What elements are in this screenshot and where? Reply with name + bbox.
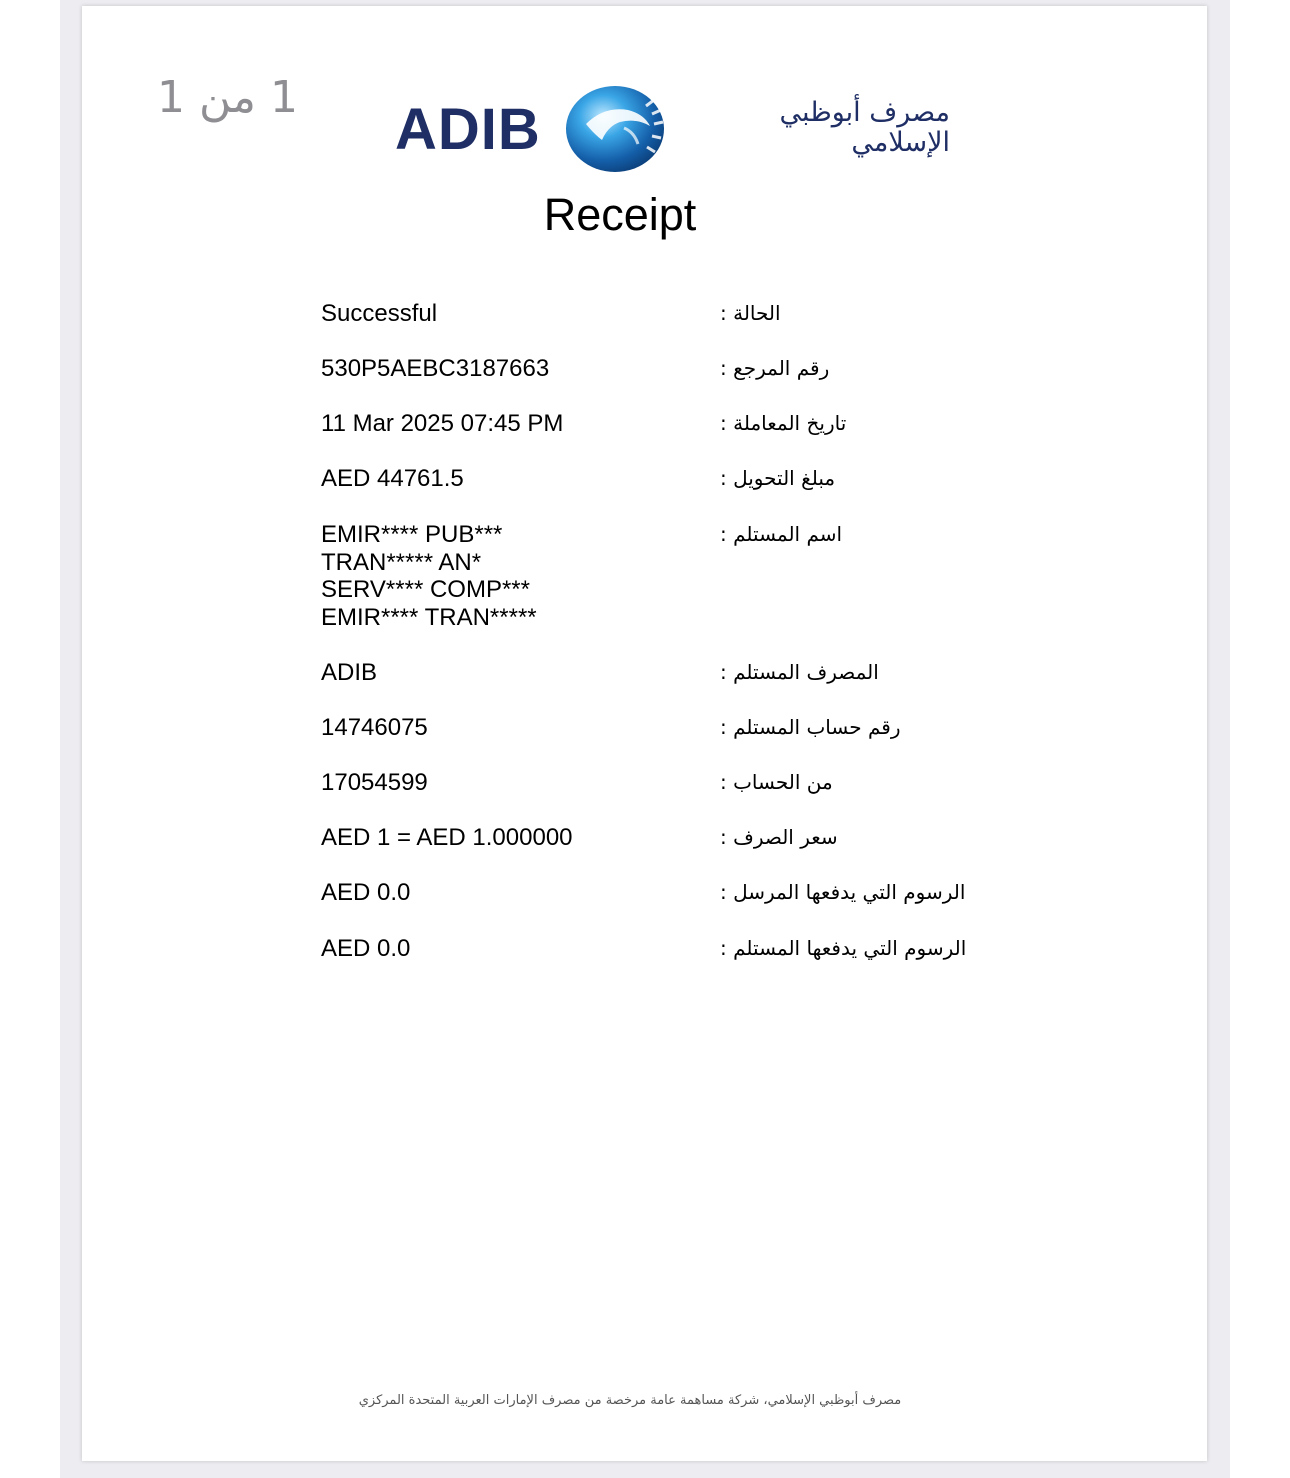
beneficiary-value [321,521,711,631]
beneficiary-line: EMIR**** TRAN***** [321,603,537,631]
bank-value: ADIB [321,659,378,686]
date-value: 11 Mar 2025 07:45 PM [321,410,564,437]
amount-value: AED 44761.5 [321,465,464,492]
from-account-value: 17054599 [321,769,428,796]
logo-ar-line1: مصرف أبوظبي [779,97,950,128]
globe-logo-icon [564,84,666,174]
logo-ar-line2: الإسلامي [851,127,950,158]
beneficiary-line: TRAN***** AN* [321,548,482,576]
receiver-fees-value: AED 0.0 [321,935,411,962]
status-value: Successful [321,300,438,327]
page-indicator: 1 من 1 [156,72,298,123]
rate-value: AED 1 = AED 1.000000 [321,824,573,851]
reference-value: 530P5AEBC3187663 [321,355,550,382]
beneficiary-line: SERV**** COMP*** [321,576,530,603]
logo-text-ar [688,98,950,160]
sender-fees-value: AED 0.0 [321,879,411,906]
logo-text-en: ADIB [395,97,541,162]
account-value: 14746075 [321,714,428,741]
beneficiary-line: EMIR**** PUB*** [321,521,503,548]
receipt-title: Receipt [543,189,697,240]
footer-disclaimer: مصرف أبوظبي الإسلامي، شركة مساهمة عامة مرخصة من مصرف الإمارات العربية المتحدة المركزي [358,1393,902,1408]
